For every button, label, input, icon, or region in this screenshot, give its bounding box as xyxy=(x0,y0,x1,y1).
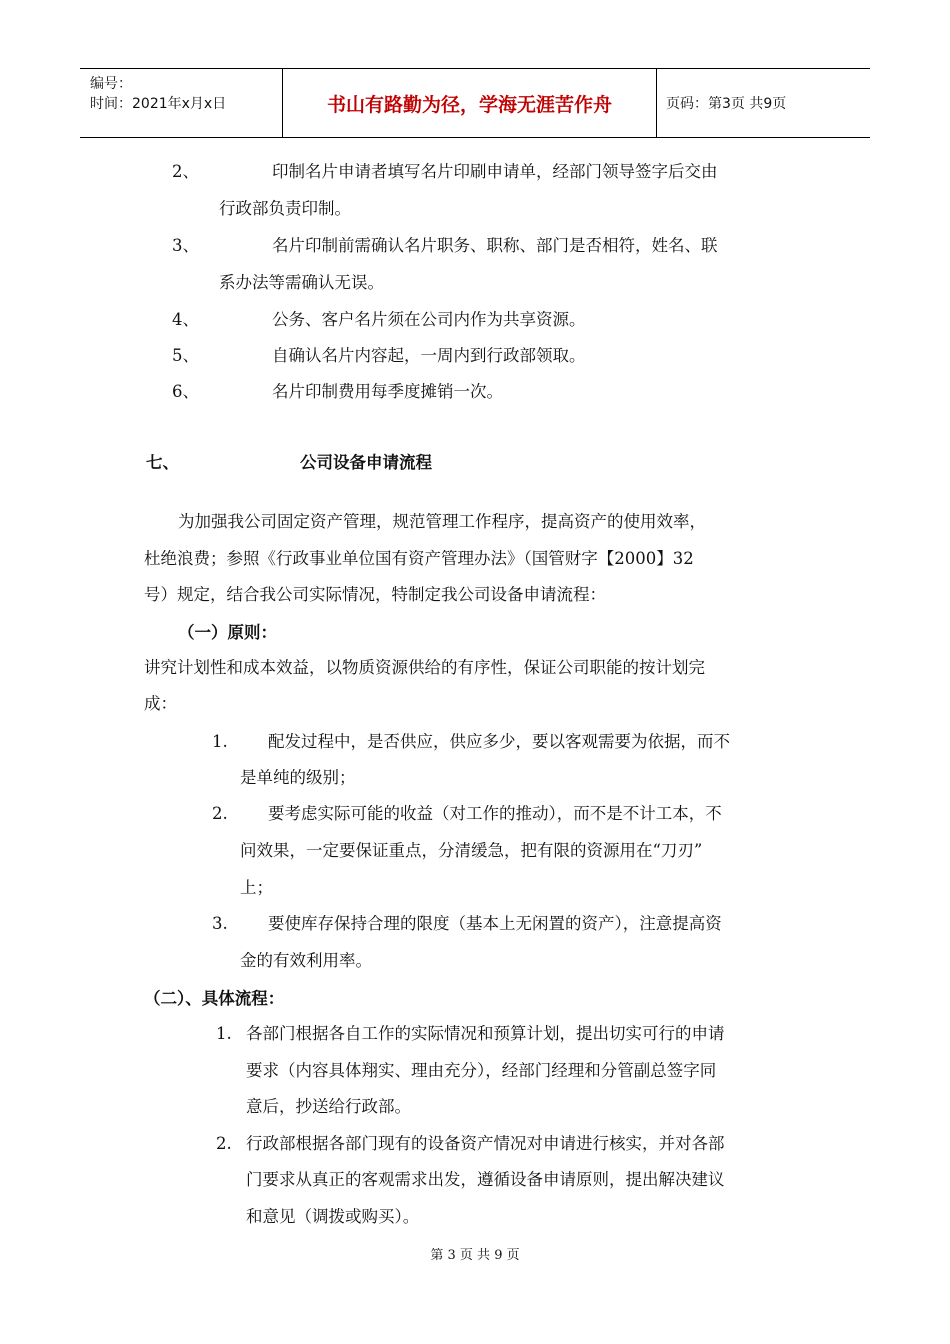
paragraph-line: 为加强我公司固定资产管理，规范管理工作程序，提高资产的使用效率， xyxy=(178,512,706,531)
header-motto: 书山有路勤为径，学海无涯苦作舟 xyxy=(326,93,612,116)
list-item-text: 金的有效利用率。 xyxy=(240,951,372,970)
list-item-text: 要考虑实际可能的收益（对工作的推动），而不是不计工本，不 xyxy=(268,804,722,823)
list-item-number: 1. xyxy=(216,1024,232,1043)
list-item-text: 是单纯的级别； xyxy=(240,768,356,787)
list-item-text: 各部门根据各自工作的实际情况和预算计划，提出切实可行的申请 xyxy=(246,1024,725,1043)
subsection-heading: （一）原则： xyxy=(178,623,277,642)
list-item-number: 2、 xyxy=(172,162,199,181)
list-item-text: 行政部根据各部门现有的设备资产情况对申请进行核实，并对各部 xyxy=(246,1134,725,1153)
list-item-text: 上； xyxy=(240,878,273,897)
list-item-number: 3、 xyxy=(172,236,199,255)
section-title: 公司设备申请流程 xyxy=(300,453,432,472)
list-item-text: 系办法等需确认无误。 xyxy=(219,273,384,292)
paragraph-line: 杜绝浪费；参照《行政事业单位国有资产管理办法》（国管财字【2000】32 xyxy=(144,549,694,568)
list-item-text: 印制名片申请者填写名片印刷申请单，经部门领导签字后交由 xyxy=(272,162,718,181)
list-item-text: 门要求从真正的客观需求出发，遵循设备申请原则，提出解决建议 xyxy=(246,1170,725,1189)
list-item-number: 3. xyxy=(212,914,228,933)
section-number: 七、 xyxy=(146,453,179,472)
page-footer: 第 3 页 共 9 页 xyxy=(430,1248,520,1263)
list-item-text: 和意见（调拨或购买）。 xyxy=(246,1207,420,1226)
header-page-cell xyxy=(656,69,870,137)
list-item-text: 配发过程中，是否供应，供应多少，要以客观需要为依据，而不 xyxy=(268,732,730,751)
paragraph-line: 号）规定，结合我公司实际情况，特制定我公司设备申请流程： xyxy=(144,585,606,604)
document-date-label: 时间：2021年x月x日 xyxy=(90,96,227,112)
paragraph-line: 成： xyxy=(144,694,177,713)
document-number-label: 编号： xyxy=(90,76,132,92)
list-item-text: 名片印制前需确认名片职务、职称、部门是否相符，姓名、联 xyxy=(272,236,718,255)
list-item-text: 意后，抄送给行政部。 xyxy=(246,1097,411,1116)
list-item-text: 名片印制费用每季度摊销一次。 xyxy=(272,382,503,401)
list-item-text: 要使库存保持合理的限度（基本上无闲置的资产），注意提高资 xyxy=(268,914,722,933)
list-item-number: 6、 xyxy=(172,382,199,401)
list-item-text: 问效果，一定要保证重点，分清缓急，把有限的资源用在“刀刃” xyxy=(240,841,703,860)
header-meta xyxy=(80,69,282,137)
list-item-number: 5、 xyxy=(172,346,199,365)
list-item-text: 公务、客户名片须在公司内作为共享资源。 xyxy=(272,310,586,329)
paragraph-line: 讲究计划性和成本效益，以物质资源供给的有序性，保证公司职能的按计划完 xyxy=(144,658,705,677)
list-item-text: 自确认名片内容起，一周内到行政部领取。 xyxy=(272,346,586,365)
list-item-number: 2. xyxy=(212,804,228,823)
header-page-info: 页码：第3页 共9页 xyxy=(666,96,787,112)
list-item-text: 行政部负责印制。 xyxy=(219,199,351,218)
list-item-number: 1. xyxy=(212,732,228,751)
list-item-number: 2. xyxy=(216,1134,232,1153)
list-item-text: 要求（内容具体翔实、理由充分），经部门经理和分管副总签字同 xyxy=(246,1061,717,1080)
header-motto-cell xyxy=(282,69,657,137)
list-item-number: 4、 xyxy=(172,310,199,329)
subsection-heading: （二）、具体流程： xyxy=(144,989,285,1008)
page-header xyxy=(80,68,870,138)
